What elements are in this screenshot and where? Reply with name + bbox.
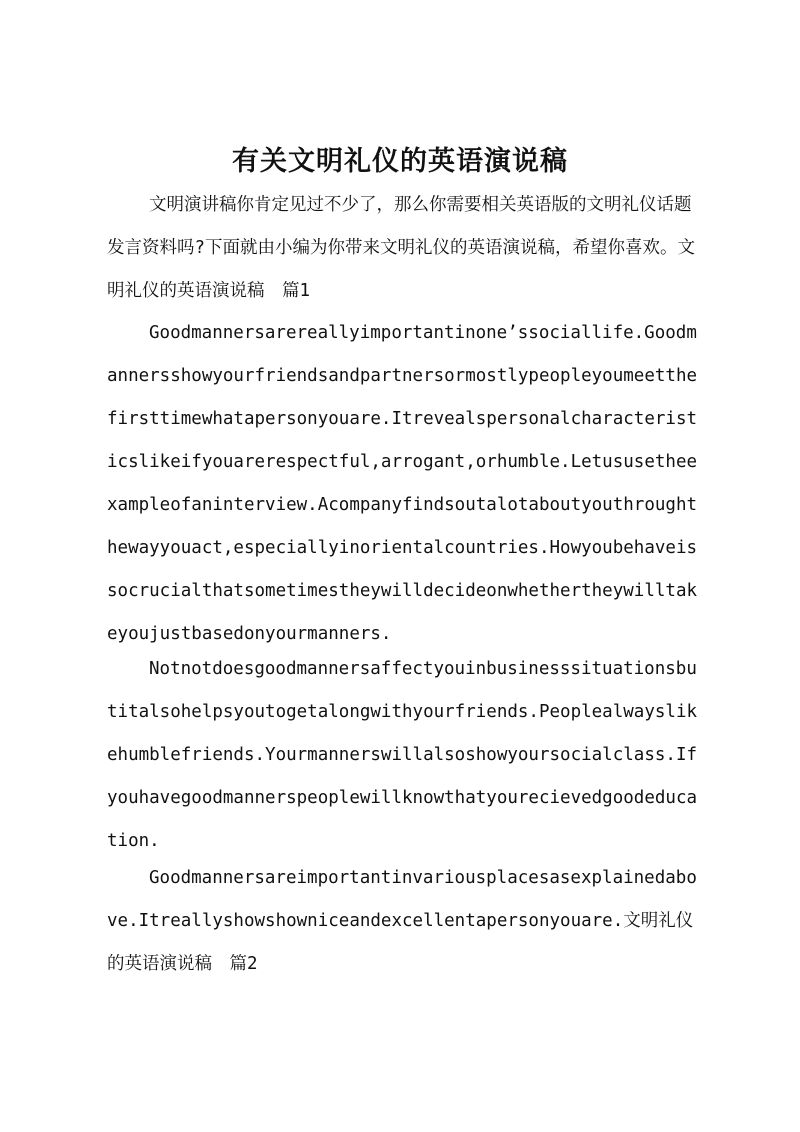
body-paragraph-2: Notnotdoesgoodmannersaffectyouinbusinesssituationsbutitalsohelpsyoutogetalongwithyourfriends.Peoplealwayslikehumblefriends.Yourmannerswillalsoshowyoursocialclass.Ifyouhavegoodmannerspeoplewillknowthatyourecievedgoodeducation. <box>107 659 698 851</box>
body-paragraph-1: Goodmannersarereallyimportantinone’ssociallife.Goodmannersshowyourfriendsandpartnersormostlypeopleyoumeetthefirsttimewhatapersonyouare.Itrevealspersonalcharacteristicslikeifyouarerespectful,arrogant,orhumble.Letususetheexampleofaninterview.Acompanyfindsoutalotaboutyouthroughthewayyouact,especiallyinorientalcountries.Howyoubehaveissocrucialthatsometimestheywilldecideonwhethertheywilltakeyoujustbasedonyourmanners. <box>107 323 698 644</box>
body-paragraph-3: Goodmannersareimportantinvariousplacesasexplainedabove.Itreallyshowshowniceandexcellentapersonyouare.文明礼仪的英语演说稿 篇2 <box>107 868 697 974</box>
intro-paragraph: 文明演讲稿你肯定见过不少了，那么你需要相关英语版的文明礼仪话题发言资料吗?下面就由小编为你带来文明礼仪的英语演说稿，希望你喜欢。文明礼仪的英语演说稿 篇1 <box>107 195 696 301</box>
document-title: 有关文明礼仪的英语演说稿 <box>232 146 568 177</box>
